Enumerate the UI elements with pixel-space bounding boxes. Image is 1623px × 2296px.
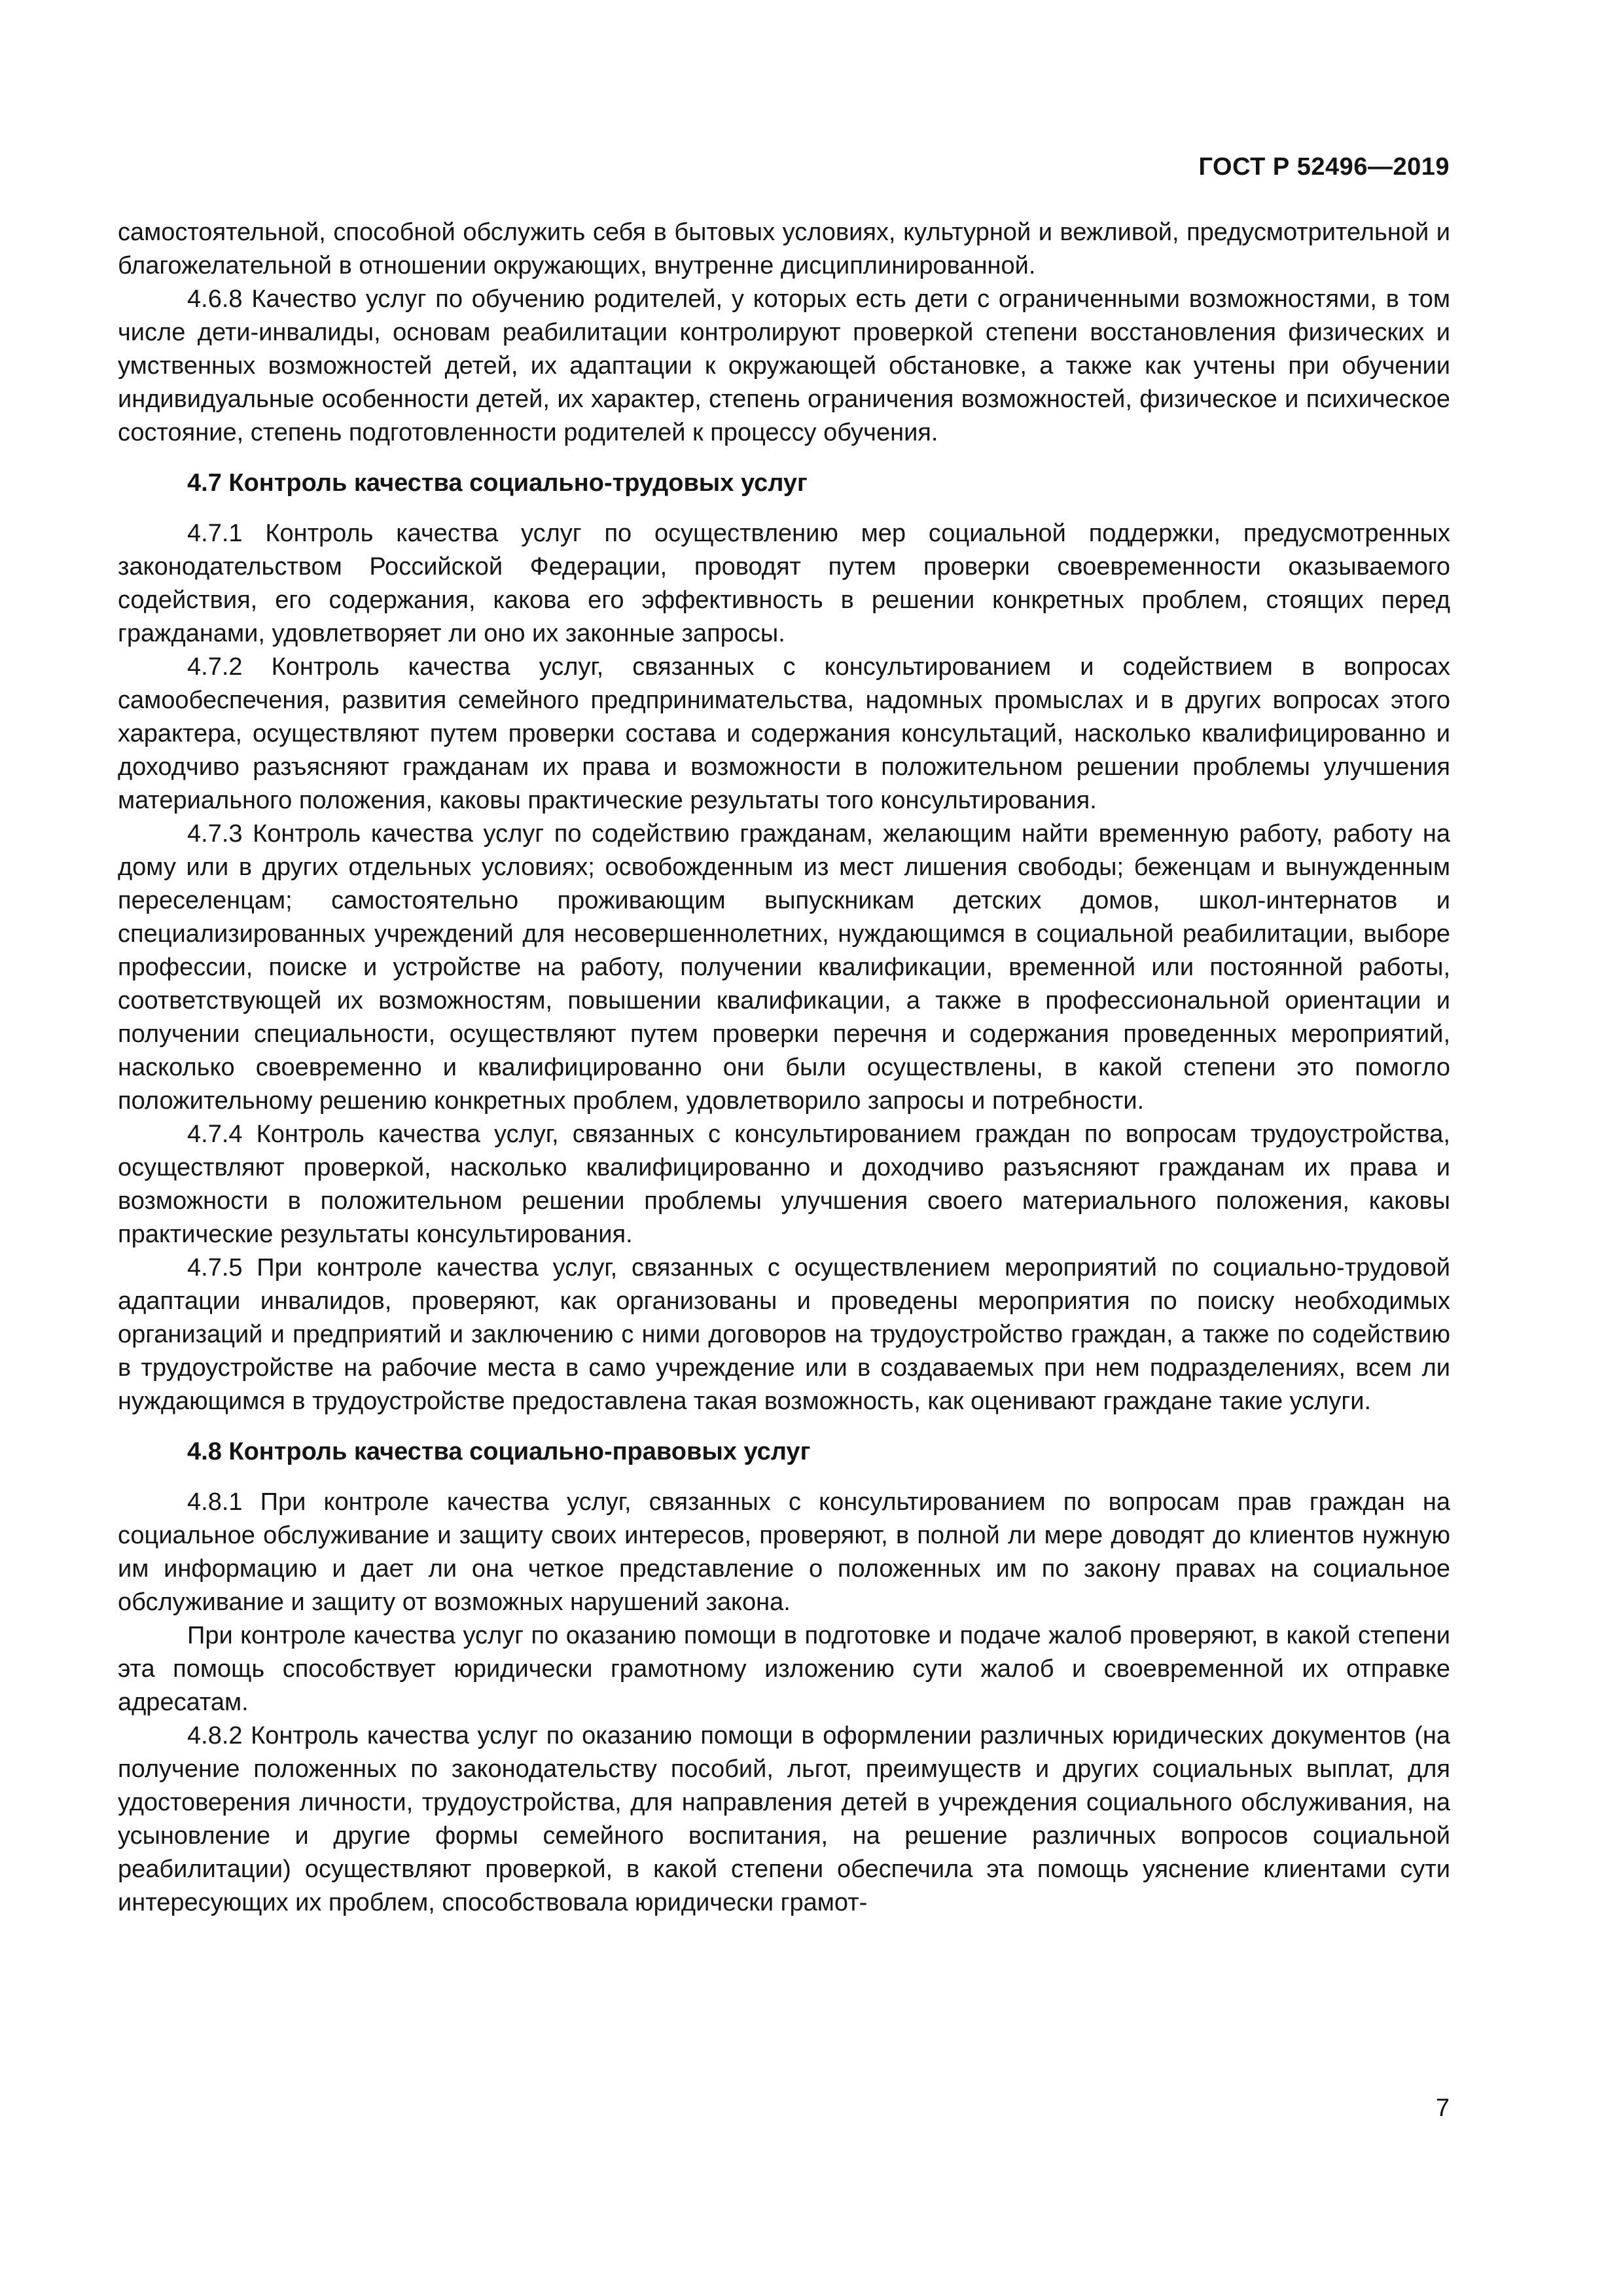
document-body — [118, 216, 1450, 1920]
paragraph-4-8-2: 4.8.2 Контроль качества услуг по оказанию помощи в оформлении различных юридических документов (на получение положенных по законодательству пособий, льгот, преимуществ и других социальных выплат, для удостоверения личности, трудоустройства, для направления детей в учреждения социального обслуживания, на усыновление и другие формы семейного воспитания, на решение различных вопросов социальной реабилитации) осуществляют проверкой, в какой степени обеспечила эта помощь уяснение клиентами сути интересующих их проблем, способствовала юридически грамот- — [118, 1722, 1450, 1916]
paragraph-4-7-2: 4.7.2 Контроль качества услуг, связанных с консультированием и содействием в вопросах самообеспечения, развития семейного предпринимательства, надомных промыслах и в других вопросах этого характера, осуществляют путем проверки состава и содержания консультаций, насколько квалифицированно и доходчиво разъясняют гражданам их права и возможности в положительном решении проблемы улучшения материального положения, каковы практические результаты того консультирования. — [118, 653, 1450, 814]
paragraph-4-7-5: 4.7.5 При контроле качества услуг, связанных с осуществлением мероприятий по социально-трудовой адаптации инвалидов, проверяют, как организованы и проведены мероприятия по поиску необходимых организаций и предприятий и заключению с ними договоров на трудоустройство граждан, а также по содействию в трудоустройстве на рабочие места в само учреждение или в создаваемых при нем подразделениях, всем ли нуждающимся в трудоустройстве предоставлена такая возможность, как оценивают граждане такие услуги. — [118, 1254, 1450, 1415]
section-heading-4-8: 4.8 Контроль качества социально-правовых услуг — [187, 1438, 811, 1465]
paragraph-continuation: самостоятельной, способной обслужить себя в бытовых условиях, культурной и вежливой, предусмотрительной и благожелательной в отношении окружающих, внутренне дисциплинированной. — [118, 219, 1450, 279]
section-heading-4-7: 4.7 Контроль качества социально-трудовых услуг — [187, 469, 808, 497]
paragraph-complaints: При контроле качества услуг по оказанию помощи в подготовке и подаче жалоб проверяют, в какой степени эта помощь способствует юридически грамотному изложению сути жалоб и своевременной их отправке адресатам. — [118, 1622, 1450, 1716]
page-number: 7 — [1435, 2094, 1450, 2122]
paragraph-4-7-3: 4.7.3 Контроль качества услуг по содействию гражданам, желающим найти временную работу, работу на дому или в других отдельных условиях; освобожденным из мест лишения свободы; беженцам и вынужденным переселенцам; самостоятельно проживающим выпускникам детских домов, школ-интернатов и специализированных учреждений для несовершеннолетних, нуждающимся в социальной реабилитации, выборе профессии, поиске и устройстве на работу, получении квалификации, временной или постоянной работы, соответствующей их возможностям, повышении квалификации, а также в профессиональной ориентации и получении специальности, осуществляют путем проверки перечня и содержания проведенных мероприятий, насколько своевременно и квалифицированно они были осуществлены, в какой степени это помогло положительному решению конкретных проблем, удовлетворило запросы и потребности. — [118, 820, 1450, 1115]
paragraph-4-6-8: 4.6.8 Качество услуг по обучению родителей, у которых есть дети с ограниченными возможностями, в том числе дети-инвалиды, основам реабилитации контролируют проверкой степени восстановления физических и умственных возможностей детей, их адаптации к окружающей обстановке, а также как учтены при обучении индивидуальные особенности детей, их характер, степень ограничения возможностей, физическое и психическое состояние, степень подготовленности родителей к процессу обучения. — [118, 285, 1450, 446]
paragraph-4-8-1: 4.8.1 При контроле качества услуг, связанных с консультированием по вопросам прав граждан на социальное обслуживание и защиту своих интересов, проверяют, в полной ли мере доводят до клиентов нужную им информацию и дает ли она четкое представление о положенных им по закону правах на социальное обслуживание и защиту от возможных нарушений закона. — [118, 1488, 1450, 1616]
paragraph-4-7-4: 4.7.4 Контроль качества услуг, связанных с консультированием граждан по вопросам трудоустройства, осуществляют проверкой, насколько квалифицированно и доходчиво разъясняют гражданам их права и возможности в положительном решении проблемы улучшения своего материального положения, каковы практические результаты консультирования. — [118, 1121, 1450, 1248]
document-header: ГОСТ Р 52496—2019 — [1198, 153, 1450, 181]
paragraph-4-7-1: 4.7.1 Контроль качества услуг по осуществлению мер социальной поддержки, предусмотренных законодательством Российской Федерации, проводят путем проверки своевременности оказываемого содействия, его содержания, какова его эффективность в решении конкретных проблем, стоящих перед гражданами, удовлетворяет ли оно их законные запросы. — [118, 520, 1450, 647]
